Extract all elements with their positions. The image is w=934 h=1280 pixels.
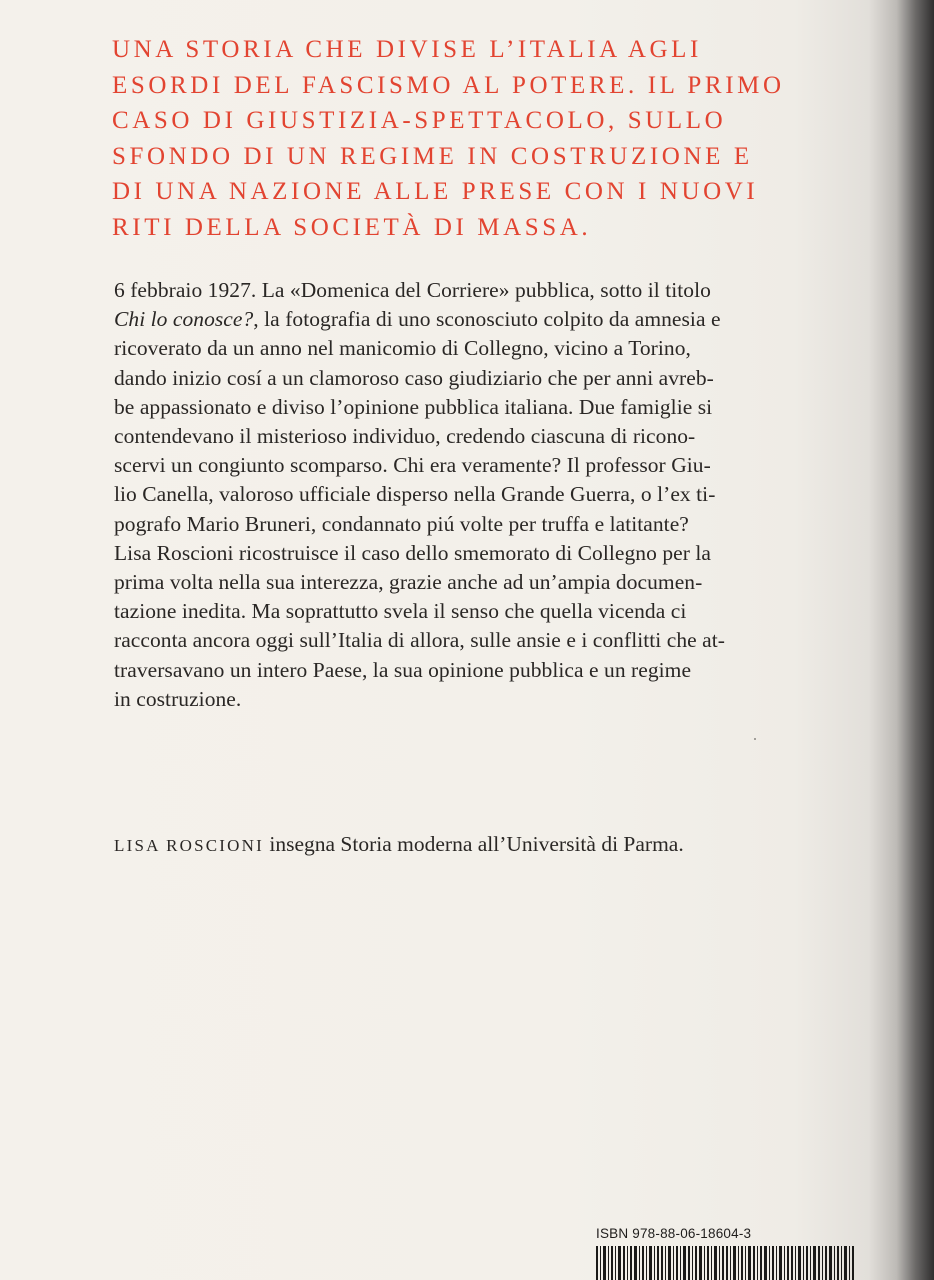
- article-title-italic: Chi lo conosce?: [114, 307, 254, 332]
- synopsis-line-2-rest: , la fotografia di uno sconosciuto colpito da amnesia e: [253, 307, 721, 332]
- blurb-line-6: RITI DELLA SOCIETÀ DI MASSA.: [112, 213, 592, 241]
- author-name: LISA ROSCIONI: [114, 836, 264, 855]
- synopsis-line-15: in costruzione.: [114, 686, 242, 711]
- synopsis-line-7: scervi un congiunto scomparso. Chi era veramente? Il professor Giu-: [114, 453, 711, 478]
- synopsis-line-1: 6 febbraio 1927. La «Domenica del Corriere» pubblica, sotto il titolo: [114, 278, 711, 302]
- blurb-line-5: DI UNA NAZIONE ALLE PRESE CON I NUOVI: [112, 178, 759, 205]
- synopsis-line-8: lio Canella, valoroso ufficiale disperso nella Grande Guerra, o l’ex ti-: [114, 482, 716, 507]
- synopsis-line-2: [114, 305, 794, 334]
- synopsis-line-5: be appassionato e diviso l’opinione pubblica italiana. Due famiglie si: [114, 394, 713, 419]
- synopsis-line-13: racconta ancora oggi sull’Italia di allora, sulle ansie e i conflitti che at-: [114, 628, 725, 653]
- synopsis-line-4: dando inizio cosí a un clamoroso caso giudiziario che per anni avreb-: [114, 365, 714, 390]
- blurb-line-1: UNA STORIA CHE DIVISE L’ITALIA AGLI: [112, 36, 702, 63]
- barcode-icon: [594, 1246, 858, 1280]
- blurb-line-2: ESORDI DEL FASCISMO AL POTERE. IL PRIMO: [112, 71, 785, 99]
- synopsis-line-3: ricoverato da un anno nel manicomio di Collegno, vicino a Torino,: [114, 336, 691, 361]
- synopsis-line-14: traversavano un intero Paese, la sua opinione pubblica e un regime: [114, 657, 692, 682]
- synopsis-paragraph: [114, 276, 794, 714]
- synopsis-line-6: contendevano il misterioso individuo, credendo ciascuna di ricono-: [114, 424, 696, 449]
- synopsis-line-12: tazione inedita. Ma soprattutto svela il senso che quella vicenda ci: [114, 599, 687, 624]
- synopsis-line-11: prima volta nella sua interezza, grazie anche ad un’ampia documen-: [114, 570, 703, 595]
- blurb-line-3: CASO DI GIUSTIZIA-SPETTACOLO, SULLO: [112, 107, 727, 134]
- author-bio-text: insegna Storia moderna all’Università di Parma.: [263, 832, 684, 856]
- print-speck: [754, 738, 756, 740]
- tagline-blurb: [112, 32, 792, 245]
- author-bio: [114, 832, 814, 857]
- synopsis-line-9: pografo Mario Bruneri, condannato piú volte per truffa e latitante?: [114, 511, 689, 536]
- isbn-label: ISBN 978-88-06-18604-3: [596, 1226, 752, 1241]
- blurb-line-4: SFONDO DI UN REGIME IN COSTRUZIONE E: [112, 142, 753, 170]
- synopsis-line-10: Lisa Roscioni ricostruisce il caso dello smemorato di Collegno per la: [114, 540, 711, 565]
- isbn-barcode-block: [594, 1224, 860, 1280]
